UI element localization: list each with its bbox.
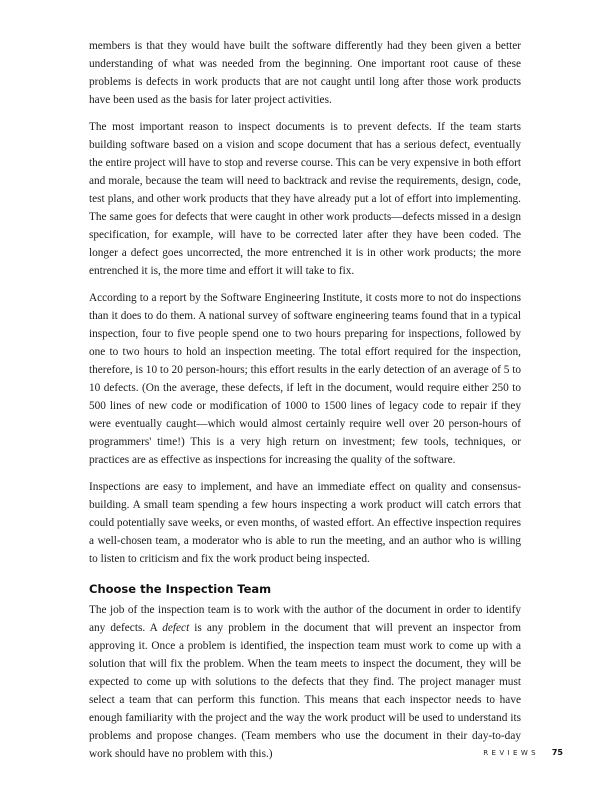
- body-paragraph-1: members is that they would have built the software differently had they been given a better understanding of what was needed from the beginning. One important root cause of these problems is defects in work products that are not caught until long after those work products have been used as the basis for later project activities.: [89, 40, 521, 106]
- paragraph-text-after-term: is any problem in the document that will prevent an inspector from approving it. Once a problem is identified, the inspection team must work to come up with a solution that will fix the problem. When the team meets to inspect the document, they will be expected to come up with solutions to the defects that they find. The project manager must select a team that can perform this function. This means that each inspector needs to have enough familiarity with the project and the way the work product will be used to understand its problems and propose changes. (Team members who use the document in their day-to-day work should have no problem with this.): [89, 622, 521, 760]
- body-paragraph-2: The most important reason to inspect documents is to prevent defects. If the team starts building software based on a vision and scope document that has a serious defect, eventually the entire project will have to stop and reverse course. This can be very expensive in both effort and morale, because the team will need to backtrack and revise the requirements, design, code, test plans, and other work products that they have already put a lot of effort into implementing. The same goes for defects that were caught in other work products—defects missed in a design specification, for example, will have to be corrected later after they have been coded. The longer a defect goes uncorrected, the more entrenched it is in other work products; the more entrenched it is, the more time and effort it will take to fix.: [89, 121, 521, 277]
- page-number: 75: [551, 748, 563, 757]
- running-footer-label: REVIEWS: [483, 749, 539, 757]
- section-paragraph: [89, 601, 521, 763]
- paragraph-text-before-term: The job of the inspection team is to work with the author of the document in order to identify any defects. A: [89, 604, 521, 634]
- defined-term: defect: [162, 622, 190, 634]
- section-heading: Choose the Inspection Team: [89, 582, 272, 596]
- page-footer: [0, 749, 609, 763]
- body-paragraph-4: Inspections are easy to implement, and have an immediate effect on quality and consensus-building. A small team spending a few hours inspecting a work product will catch errors that could potentially save weeks, or even months, of wasted effort. An effective inspection requires a well-chosen team, a moderator who is able to run the meeting, and an author who is willing to listen to criticism and fix the work product being inspected.: [89, 481, 521, 565]
- body-paragraph-3: According to a report by the Software Engineering Institute, it costs more to not do inspections than it does to do them. A national survey of software engineering teams found that in a typical inspection, four to five people spend one to two hours preparing for inspections, followed by one to two hours to hold an inspection meeting. The total effort required for the inspection, therefore, is 10 to 20 person-hours; this effort results in the early detection of an average of 5 to 10 defects. (On the average, these defects, if left in the document, would require either 250 to 500 lines of new code or modification of 1000 to 1500 lines of legacy code to repair if they were eventually caught—which would almost certainly require well over 20 person-hours of programmers' time!) This is a very high return on investment; few tools, techniques, or practices are as effective as inspections for increasing the quality of the software.: [89, 292, 521, 466]
- page-body: [89, 37, 521, 772]
